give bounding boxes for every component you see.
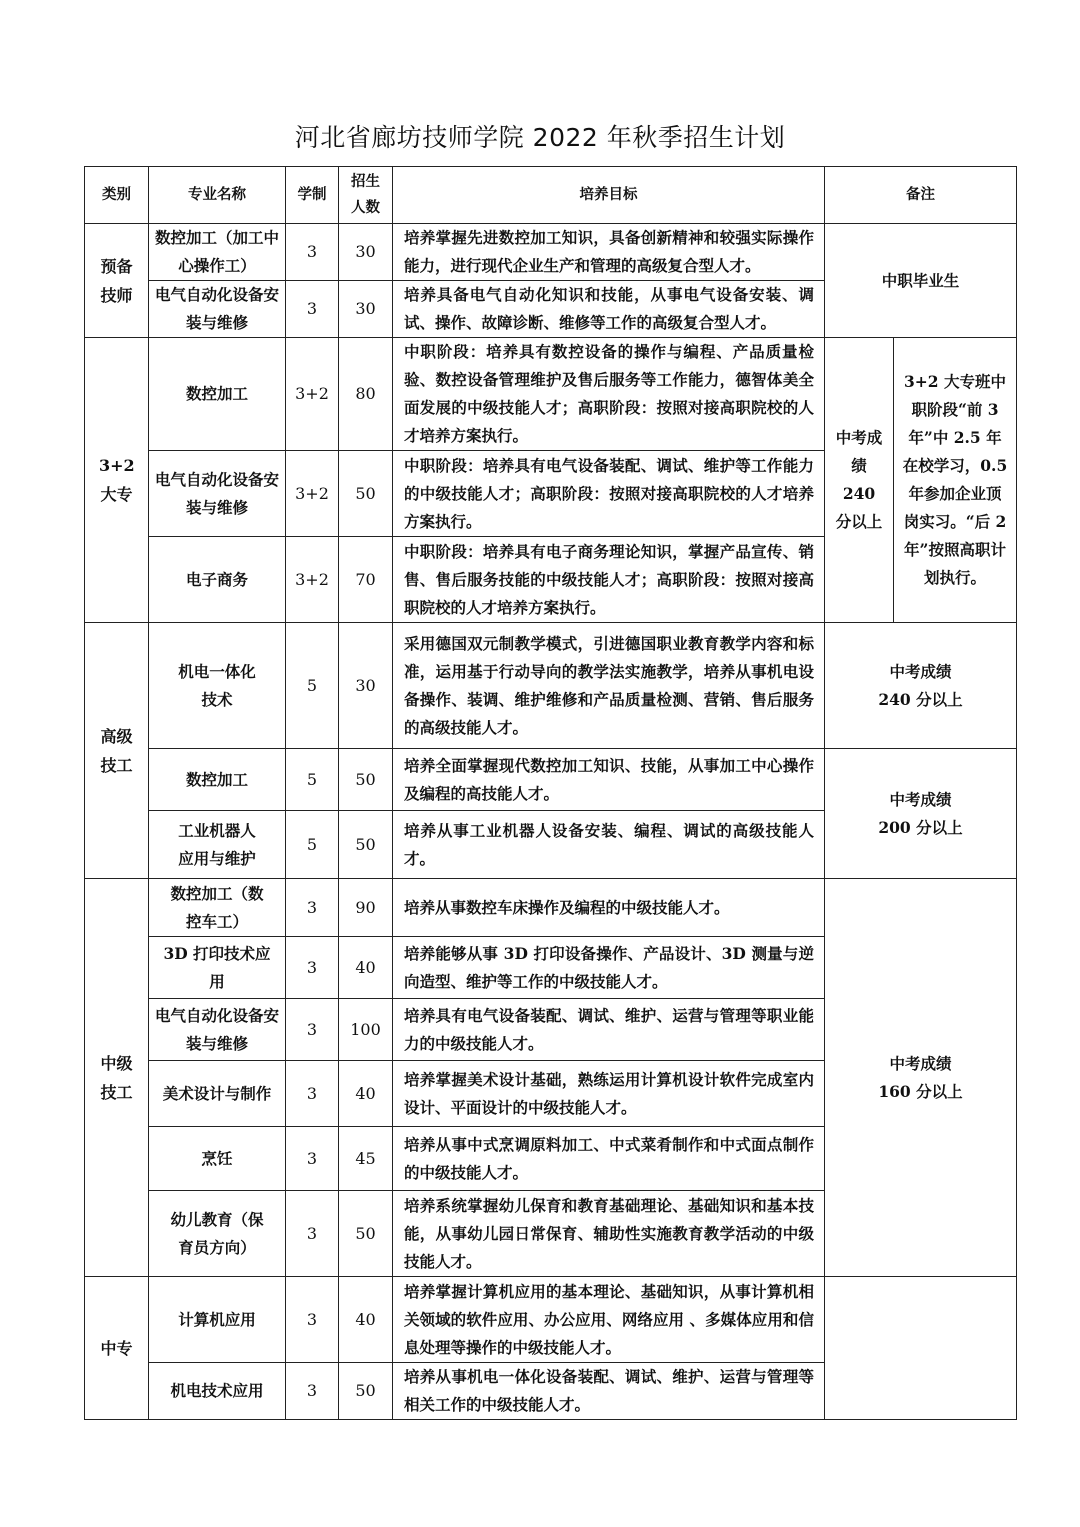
table-row	[85, 338, 1017, 451]
enroll-cell: 30	[339, 224, 393, 281]
header-major: 专业名称	[149, 167, 286, 224]
enroll-cell: 90	[339, 879, 393, 937]
enroll-cell: 50	[339, 1363, 393, 1420]
enroll-cell: 30	[339, 281, 393, 338]
table-row	[85, 749, 1017, 811]
duration-cell: 3	[286, 281, 339, 338]
enroll-cell: 40	[339, 1277, 393, 1363]
goal-cell: 培养掌握美术设计基础，熟练运用计算机设计软件完成室内设计、平面设计的中级技能人才。	[393, 1061, 825, 1127]
remark-cell: 中考成绩 240 分以上	[825, 623, 1017, 749]
enroll-cell: 50	[339, 451, 393, 537]
goal-cell: 培养具有电气设备装配、调试、维护、运营与管理等职业能力的中级技能人才。	[393, 999, 825, 1061]
enrollment-plan-table	[84, 166, 1017, 1420]
goal-cell: 中职阶段：培养具有电气设备装配、调试、维护等工作能力的中级技能人才；高职阶段：按照对接高职院校的人才培养方案执行。	[393, 451, 825, 537]
page-title: 河北省廊坊技师学院 2022 年秋季招生计划	[294, 123, 786, 152]
remark-cell: 中考成绩 200 分以上	[825, 749, 1017, 879]
duration-cell: 5	[286, 623, 339, 749]
category-cell	[85, 879, 149, 1277]
remark-cell: 中考成绩 160 分以上	[825, 879, 1017, 1277]
category-label: 预备技师	[100, 256, 133, 305]
remark-cell: 中职毕业生	[825, 224, 1017, 338]
enroll-cell: 50	[339, 749, 393, 811]
enroll-cell: 100	[339, 999, 393, 1061]
header-enroll: 招生人数	[339, 167, 393, 224]
goal-cell: 培养从事工业机器人设备安装、编程、调试的高级技能人才。	[393, 811, 825, 879]
major-cell: 3D 打印技术应用	[149, 937, 286, 999]
duration-cell: 3	[286, 224, 339, 281]
goal-cell: 中职阶段：培养具有电子商务理论知识，掌握产品宣传、销售、售后服务技能的中级技能人才；高职阶段：按照对接高职院校的人才培养方案执行。	[393, 537, 825, 623]
major-cell: 电气自动化设备安装与维修	[149, 999, 286, 1061]
goal-cell: 培养掌握先进数控加工知识，具备创新精神和较强实际操作能力，进行现代企业生产和管理的高级复合型人才。	[393, 224, 825, 281]
table-row	[85, 879, 1017, 937]
goal-cell: 培养全面掌握现代数控加工知识、技能，从事加工中心操作及编程的高技能人才。	[393, 749, 825, 811]
remark-empty-cell	[825, 1277, 1017, 1420]
major-cell: 计算机应用	[149, 1277, 286, 1363]
header-remark: 备注	[825, 167, 1017, 224]
enroll-cell: 70	[339, 537, 393, 623]
major-cell: 数控加工（数控车工）	[149, 879, 286, 937]
duration-cell: 3	[286, 1127, 339, 1191]
header-category: 类别	[85, 167, 149, 224]
duration-cell: 3+2	[286, 338, 339, 451]
table-row	[85, 623, 1017, 749]
duration-cell: 3	[286, 1277, 339, 1363]
enroll-cell: 40	[339, 937, 393, 999]
enroll-cell: 30	[339, 623, 393, 749]
remark-score-cell: 中考成绩 240 分以上	[825, 338, 894, 623]
major-cell: 美术设计与制作	[149, 1061, 286, 1127]
duration-cell: 5	[286, 811, 339, 879]
major-cell: 烹饪	[149, 1127, 286, 1191]
major-cell: 电子商务	[149, 537, 286, 623]
duration-cell: 3	[286, 1191, 339, 1277]
header-duration: 学制	[286, 167, 339, 224]
goal-cell: 培养从事中式烹调原料加工、中式菜肴制作和中式面点制作的中级技能人才。	[393, 1127, 825, 1191]
goal-cell: 培养系统掌握幼儿保育和教育基础理论、基础知识和基本技能，从事幼儿园日常保育、辅助性实施教育教学活动的中级技能人才。	[393, 1191, 825, 1277]
major-cell: 数控加工	[149, 338, 286, 451]
enroll-cell: 50	[339, 811, 393, 879]
duration-cell: 3	[286, 999, 339, 1061]
category-cell	[85, 1277, 149, 1420]
goal-cell: 培养掌握计算机应用的基本理论、基础知识，从事计算机相关领域的软件应用、办公应用、网络应用 、多媒体应用和信息处理等操作的中级技能人才。	[393, 1277, 825, 1363]
major-cell: 电气自动化设备安装与维修	[149, 281, 286, 338]
goal-cell: 中职阶段：培养具有数控设备的操作与编程、产品质量检验、数控设备管理维护及售后服务等工作能力，德智体美全面发展的中级技能人才；高职阶段：按照对接高职院校的人才培养方案执行。	[393, 338, 825, 451]
header-row	[85, 167, 1017, 224]
table-row	[85, 1277, 1017, 1363]
header-goal: 培养目标	[393, 167, 825, 224]
duration-cell: 3	[286, 1061, 339, 1127]
remark-note-cell: 3+2 大专班中职阶段“前 3 年”中 2.5 年在校学习，0.5 年参加企业顶岗实习。“后 2 年”按照高职计划执行。	[894, 338, 1017, 623]
category-cell	[85, 623, 149, 879]
duration-cell: 3+2	[286, 537, 339, 623]
table-row	[85, 224, 1017, 281]
category-label: 中级技工	[100, 1053, 133, 1102]
enroll-cell: 45	[339, 1127, 393, 1191]
major-cell: 数控加工	[149, 749, 286, 811]
duration-cell: 3	[286, 1363, 339, 1420]
goal-cell: 培养从事数控车床操作及编程的中级技能人才。	[393, 879, 825, 937]
major-cell: 机电技术应用	[149, 1363, 286, 1420]
major-cell: 工业机器人应用与维护	[149, 811, 286, 879]
enroll-cell: 40	[339, 1061, 393, 1127]
duration-cell: 5	[286, 749, 339, 811]
duration-cell: 3	[286, 937, 339, 999]
category-cell	[85, 338, 149, 623]
major-cell: 数控加工（加工中心操作工）	[149, 224, 286, 281]
enroll-cell: 80	[339, 338, 393, 451]
category-label: 高级技工	[100, 726, 133, 775]
major-cell: 机电一体化技术	[149, 623, 286, 749]
goal-cell: 培养从事机电一体化设备装配、调试、维护、运营与管理等相关工作的中级技能人才。	[393, 1363, 825, 1420]
enroll-cell: 50	[339, 1191, 393, 1277]
category-label: 3+2大专	[99, 456, 135, 504]
category-label: 中专	[100, 1338, 133, 1358]
duration-cell: 3	[286, 879, 339, 937]
goal-cell: 采用德国双元制教学模式，引进德国职业教育教学内容和标准，运用基于行动导向的教学法实施教学，培养从事机电设备操作、装调、维护维修和产品质量检测、营销、售后服务的高级技能人才。	[393, 623, 825, 749]
goal-cell: 培养能够从事 3D 打印设备操作、产品设计、3D 测量与逆向造型、维护等工作的中级技能人才。	[393, 937, 825, 999]
major-cell: 电气自动化设备安装与维修	[149, 451, 286, 537]
duration-cell: 3+2	[286, 451, 339, 537]
goal-cell: 培养具备电气自动化知识和技能，从事电气设备安装、调试、操作、故障诊断、维修等工作的高级复合型人才。	[393, 281, 825, 338]
category-cell	[85, 224, 149, 338]
major-cell: 幼儿教育（保育员方向）	[149, 1191, 286, 1277]
